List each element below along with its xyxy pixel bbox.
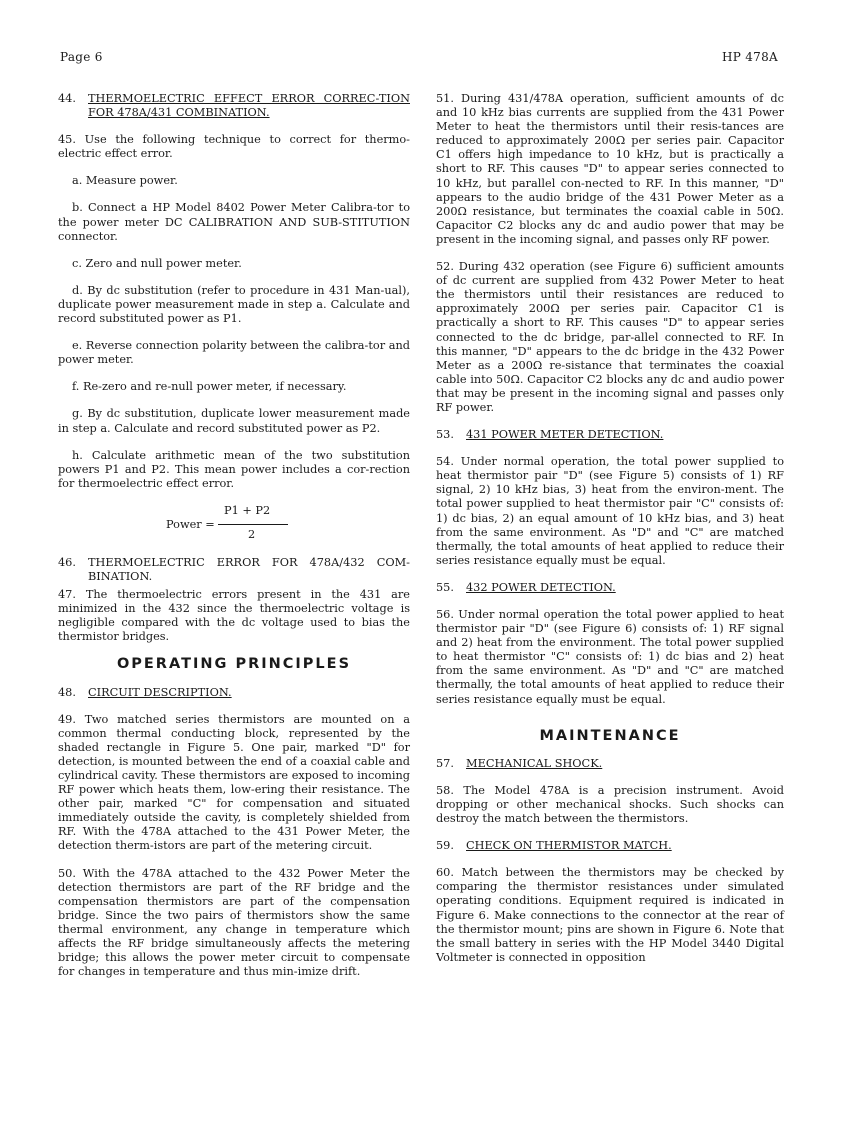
- step-h: h. Calculate arithmetic mean of the two substitution powers P1 and P2. This mean power includes a cor-rection for thermoelectric effect error.: [58, 448, 410, 490]
- section-48-heading: 48. CIRCUIT DESCRIPTION.: [58, 685, 232, 699]
- step-b: b. Connect a HP Model 8402 Power Meter Calibra-tor to the power meter DC CALIBRATION AND SUB-STITUTION connector.: [58, 201, 410, 243]
- step-g: g. By dc substitution, duplicate lower measurement made in step a. Calculate and record substituted power as P2.: [58, 407, 410, 435]
- paragraph-45: 45. Use the following technique to correct for thermo-electric effect error.: [58, 133, 410, 161]
- paragraph-58: 58. The Model 478A is a precision instrument. Avoid dropping or other mechanical shocks. Such shocks can destroy the match between the thermistors.: [436, 783, 784, 826]
- paragraph-52: 52. During 432 operation (see Figure 6) sufficient amounts of dc current are supplied from 432 Power Meter to heat the thermistors until their resistances are reduced to approximately 200Ω per series pair. Capacitor C1 is practically a short to RF. This causes "D" to appear series connected to the dc bridge, par-allel connected to RF. In this manner, "D" appears to the dc bridge in the 432 Power Meter as a 200Ω re-sistance that terminates the coaxial cable into 50Ω. Capacitor C2 blocks any dc and audio power that may be present in the incoming signal and passes only RF power.: [436, 260, 784, 414]
- section-57-heading: 57. MECHANICAL SHOCK.: [436, 756, 603, 770]
- step-d: d. By dc substitution (refer to procedure in 431 Man-ual), duplicate power measurement made in step a. Calculate and record substituted power as P1.: [58, 283, 410, 326]
- formula-label: Power =: [166, 517, 215, 531]
- paragraph-50: 50. With the 478A attached to the 432 Power Meter the detection thermistors are part of the RF bridge and the compensation thermistors are part of the compensation bridge. Since the two pairs of thermistors show the same thermal environment, any change in temperature which affects the RF bridge simultaneously affects the metering bridge; this allows the power meter circuit to compensate for changes in temperature and thus min-imize drift.: [58, 866, 410, 979]
- section-44-heading: 44. THERMOELECTRIC EFFECT ERROR CORREC-TION FOR 478A/431 COMBINATION.: [58, 92, 410, 120]
- paragraph-49: 49. Two matched series thermistors are mounted on a common thermal conducting block, represented by the shaded rectangle in Figure 5. One pair, marked "D" for detection, is mounted between the end of a coaxial cable and cylindrical cavity. These thermistors are exposed to incoming RF power which heats them, low-ering their resistance. The other pair, marked "C" for compensation and situated immediately outside the cavity, is completely shielded from RF. With the 478A attached to the 431 Power Meter, the detection therm-istors are part of the metering circuit.: [58, 712, 410, 853]
- fraction-bar: [218, 524, 288, 525]
- model-number: HP 478A: [721, 50, 778, 64]
- formula-denominator: 2: [248, 527, 256, 541]
- operating-principles-title: OPERATING PRINCIPLES: [116, 656, 352, 673]
- step-a: a. Measure power.: [72, 174, 178, 188]
- formula-numerator: P1 + P2: [224, 503, 271, 517]
- paragraph-47: 47. The thermoelectric errors present in the 431 are minimized in the 432 since the thermoelectric voltage is negligible compared with the dc voltage used to bias the thermistor bridges.: [58, 588, 410, 644]
- paragraph-56: 56. Under normal operation the total power applied to heat thermistor pair "D" (see Figure 6) consists of: 1) RF signal and 2) heat from the environment. The total power supplied to heat thermistor "C" consists of: 1) dc bias and 2) heat from the same environment. As "D" and "C" are matched thermally, the total amounts of heat applied to reduce their series resistance equally must be equal.: [436, 608, 784, 706]
- section-59-heading: 59. CHECK ON THERMISTOR MATCH.: [436, 839, 672, 853]
- paragraph-54: 54. Under normal operation, the total power supplied to heat thermistor pair "D" (see Figure 5) consists of 1) RF signal, 2) 10 kHz bias, 3) heat from the environ-ment. The total power supplied to heat thermistor pair "C" consists of: 1) dc bias, 2) an equal amount of 10 kHz bias, and 3) heat from the same environment. As "D" and "C" are matched thermally, the total amounts of heat applied to reduce their series resistance equally must be equal.: [436, 455, 784, 567]
- section-55-heading: 55. 432 POWER DETECTION.: [436, 580, 616, 594]
- section-53-heading: 53. 431 POWER METER DETECTION.: [436, 428, 664, 442]
- paragraph-60: 60. Match between the thermistors may be checked by comparing the thermistor resistances under simulated operating conditions. Equipment required is indicated in Figure 6. Make connections to the connector at the rear of the thermistor mount; pins are shown in Figure 6. Note that the small battery in series with the HP Model 3440 Digital Voltmeter is connected in opposition: [436, 866, 784, 964]
- left-column: [58, 92, 410, 992]
- step-c: c. Zero and null power meter.: [72, 256, 242, 270]
- paragraph-51: 51. During 431/478A operation, sufficient amounts of dc and 10 kHz bias currents are supplied from the 431 Power Meter to heat the thermistors until their resis-tances are reduced to approximately 200Ω per series pair. Capacitor C1 offers high impedance to 10 kHz, but is practically a short to RF. This causes "D" to appear series connected to 10 kHz, but parallel con-nected to RF. In this manner, "D" appears to the audio bridge of the 431 Power Meter as a 200Ω resistance, but terminates the coaxial cable in 50Ω. Capacitor C2 blocks any dc and audio power that may be present in the incoming signal, and passes only RF power.: [436, 92, 784, 246]
- section-46-heading: 46. THERMOELECTRIC ERROR FOR 478A/432 COM-BINATION.: [58, 555, 410, 583]
- step-e: e. Reverse connection polarity between the calibra-tor and power meter.: [58, 339, 410, 367]
- maintenance-title: MAINTENANCE: [539, 727, 681, 744]
- power-formula: [58, 504, 410, 548]
- right-column: [436, 92, 784, 978]
- step-f: f. Re-zero and re-null power meter, if necessary.: [72, 380, 347, 394]
- page-number: Page 6: [60, 50, 103, 64]
